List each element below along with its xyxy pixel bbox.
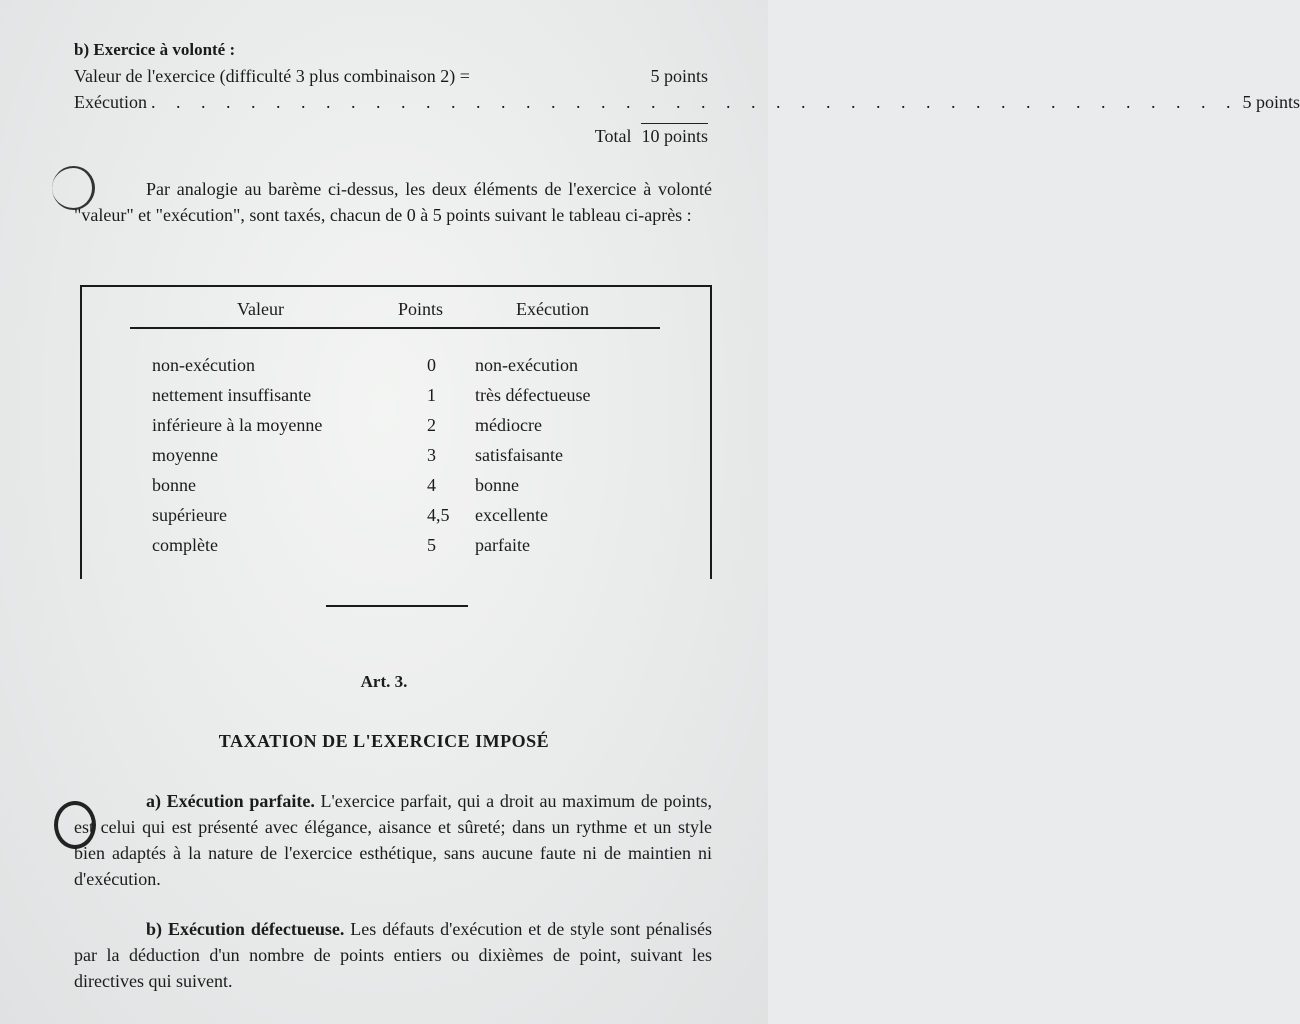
paragraph-a-text: L'exercice parfait, qui a droit au maximum de points, est celui qui est présenté avec élégance, aisance et sûreté; dans un rythme et un style bien adaptés à la nature de l'exercice esthétique, sans aucune faute ni de maintien ni d'exécution. xyxy=(74,791,712,889)
paragraph-a xyxy=(74,788,712,892)
cell-points: 5 xyxy=(427,535,436,555)
cell-execution: excellente xyxy=(475,505,548,525)
table-row xyxy=(82,415,710,445)
total-value: 10 points xyxy=(641,123,708,146)
section-b-heading: b) Exercice à volonté : xyxy=(74,40,236,59)
cell-valeur: inférieure à la moyenne xyxy=(152,415,323,435)
cell-points: 2 xyxy=(427,415,436,435)
cell-points: 3 xyxy=(427,445,436,465)
article-number: Art. 3. xyxy=(360,672,408,691)
table-row xyxy=(82,475,710,505)
total-label: Total xyxy=(594,126,632,146)
cell-points: 1 xyxy=(427,385,436,405)
score-line-execution xyxy=(74,92,1300,113)
cell-valeur: nettement insuffisante xyxy=(152,385,312,405)
score-line-value: 5 points xyxy=(1242,92,1300,112)
cell-valeur: moyenne xyxy=(152,445,218,465)
table-row xyxy=(82,505,710,535)
paragraph-b-text: Les défauts d'exécution et de style sont pénalisés par la déduction d'un nombre de points entiers ou dixièmes de point, suivant les directives qui suivent. xyxy=(74,919,712,991)
cell-points: 0 xyxy=(427,355,436,375)
cell-execution: médiocre xyxy=(475,415,542,435)
cell-valeur: bonne xyxy=(152,475,196,495)
table-header-valeur: Valeur xyxy=(237,299,284,319)
table-row xyxy=(82,355,710,385)
table-header-execution: Exécution xyxy=(516,299,589,319)
cell-valeur: non-exécution xyxy=(152,355,255,375)
cell-execution: parfaite xyxy=(475,535,530,555)
paragraph-b-lead: b) Exécution défectueuse. xyxy=(146,919,345,939)
table-row xyxy=(82,385,710,415)
score-line-label: Valeur de l'exercice (difficulté 3 plus combinaison 2) = xyxy=(74,66,470,86)
cell-points: 4 xyxy=(427,475,436,495)
header-rule xyxy=(130,327,660,329)
table-header-points: Points xyxy=(398,299,444,319)
cell-valeur: complète xyxy=(152,535,218,555)
section-divider xyxy=(326,605,468,607)
score-line-valeur xyxy=(74,66,708,87)
cell-execution: satisfaisante xyxy=(475,445,563,465)
total-line xyxy=(595,126,708,147)
cell-execution: très défectueuse xyxy=(475,385,591,405)
paragraph-a-lead: a) Exécution parfaite. xyxy=(146,791,315,811)
table-row xyxy=(82,445,710,475)
cell-points: 4,5 xyxy=(427,505,450,525)
paragraph-b xyxy=(74,916,712,994)
article-title: TAXATION DE L'EXERCICE IMPOSÉ xyxy=(218,731,550,751)
cell-valeur: supérieure xyxy=(152,505,227,525)
score-line-label: Exécution xyxy=(74,92,147,112)
cell-execution: bonne xyxy=(475,475,519,495)
scoring-table xyxy=(80,285,712,579)
table-row xyxy=(82,535,710,565)
leader-dots: . . . . . . . . . . . . . . . . . . . . . . . . . . . . . . . . . . . . . . . . . . . . xyxy=(150,92,1239,112)
analogy-paragraph: Par analogie au barème ci-dessus, les deux éléments de l'exercice à volonté "valeur" et "exécution", sont taxés, chacun de 0 à 5 points suivant le tableau ci-après : xyxy=(74,179,712,225)
score-line-value: 5 points xyxy=(650,66,708,86)
cell-execution: non-exécution xyxy=(475,355,578,375)
